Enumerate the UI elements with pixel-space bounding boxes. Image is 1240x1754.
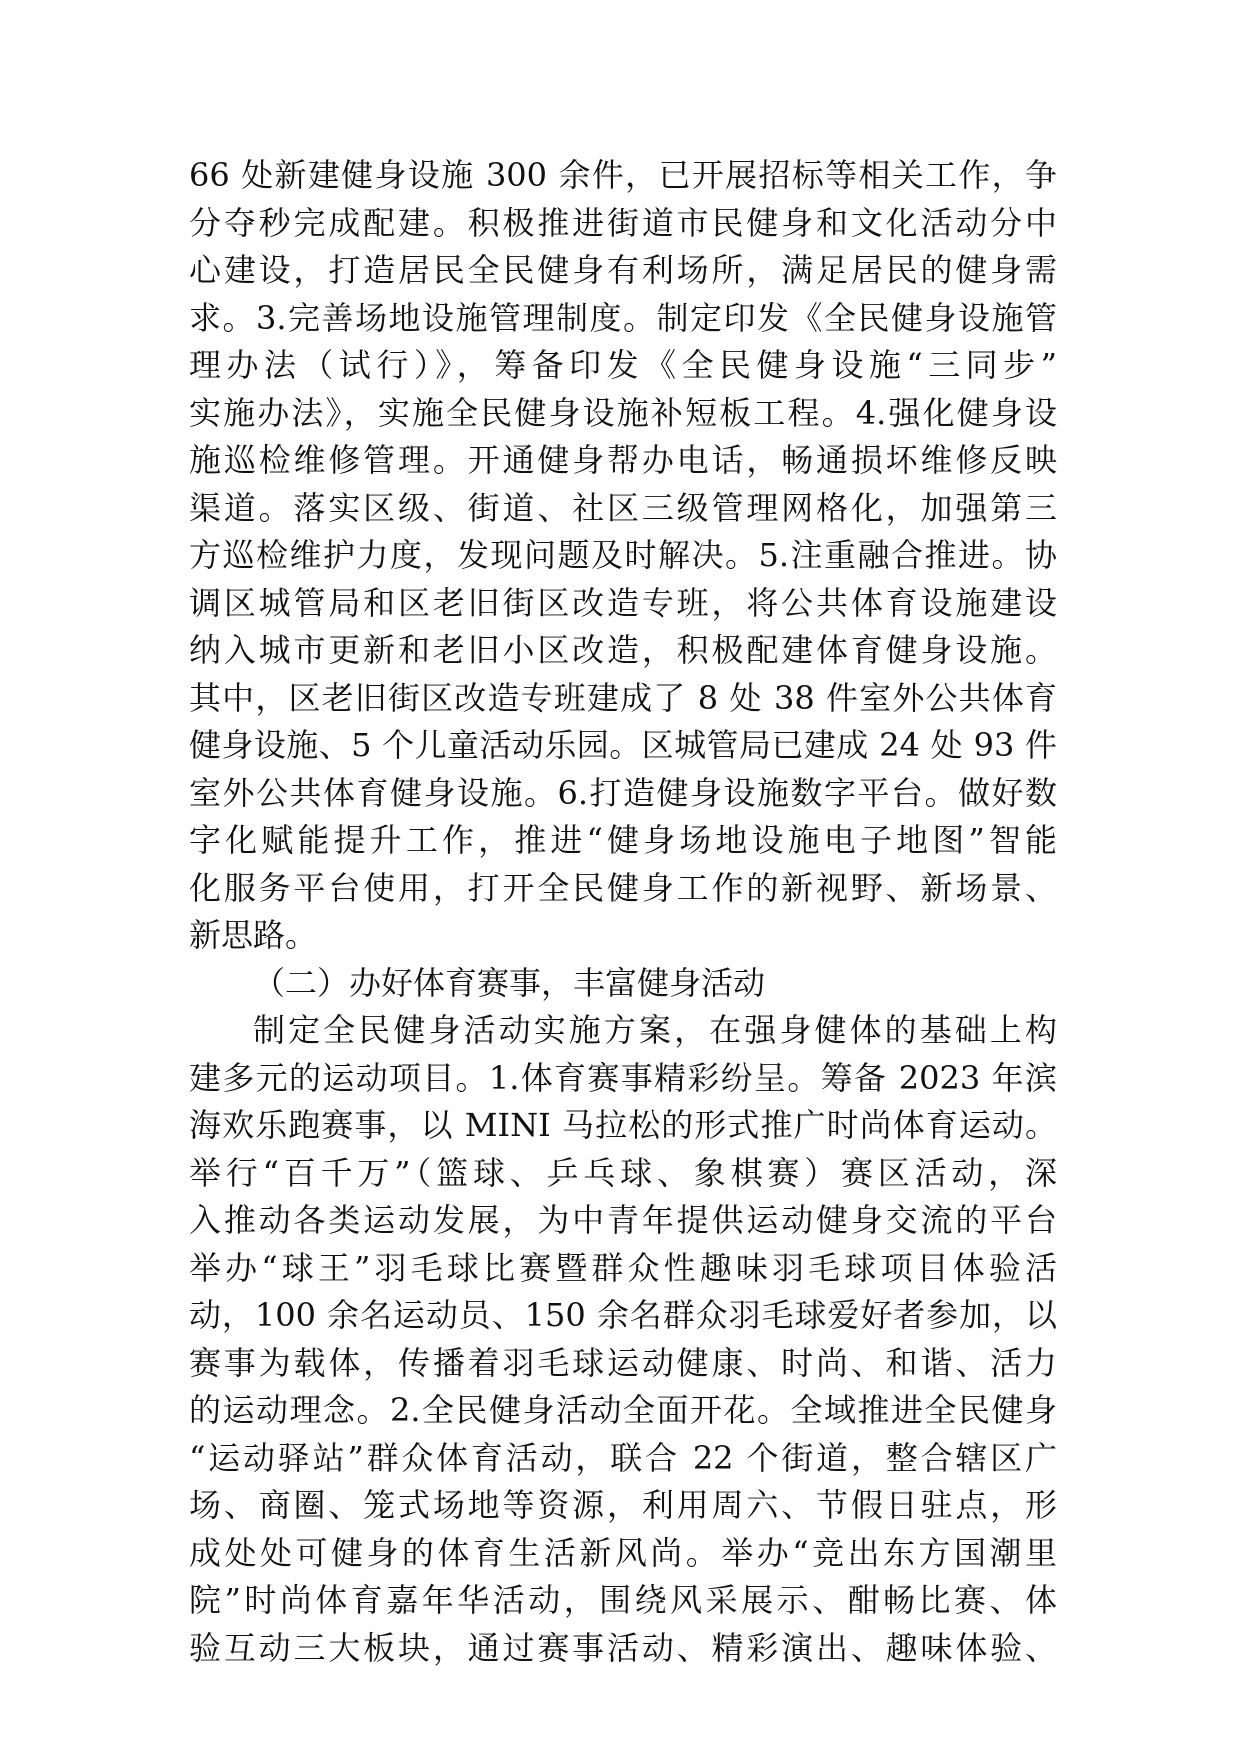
body-text-line: 化服务平台使用，打开全民健身工作的新视野、新场景、 — [189, 868, 1057, 907]
body-text-line: 新思路。 — [189, 916, 318, 954]
body-text-line: 入推动各类运动发展，为中青年提供运动健身交流的平台 — [189, 1201, 1057, 1239]
body-text-line: 其中，区老旧街区改造专班建成了 8 处 38 件室外公共体育 — [189, 678, 1057, 717]
body-text-line: 渠道。落实区级、街道、社区三级管理网格化，加强第三 — [189, 488, 1057, 527]
body-text-line: 理办法（试行）》，筹备印发《全民健身设施“三同步” — [189, 346, 1057, 384]
body-text-line: 实施办法》，实施全民健身设施补短板工程。4.强化健身设 — [189, 393, 1057, 432]
body-text-line: 室外公共体育健身设施。6.打造健身设施数字平台。做好数 — [189, 773, 1057, 812]
body-text-line: 心建设，打造居民全民健身有利场所，满足居民的健身需 — [189, 251, 1057, 289]
body-text-line: 验互动三大板块，通过赛事活动、精彩演出、趣味体验、 — [189, 1628, 1057, 1667]
body-text-line: 分夺秒完成配建。积极推进街道市民健身和文化活动分中 — [189, 203, 1057, 242]
body-text-line: 66 处新建健身设施 300 余件，已开展招标等相关工作，争 — [189, 156, 1057, 194]
body-text-line: 纳入城市更新和老旧小区改造，积极配建体育健身设施。 — [189, 631, 1057, 669]
body-text-line: 建多元的运动项目。1.体育赛事精彩纷呈。筹备 2023 年滨 — [189, 1058, 1057, 1097]
body-text-line: 的运动理念。2.全民健身活动全面开花。全域推进全民健身 — [189, 1391, 1057, 1429]
body-text-line: 制定全民健身活动实施方案，在强身健体的基础上构 — [253, 1011, 1057, 1049]
body-text-line: 求。3.完善场地设施管理制度。制定印发《全民健身设施管 — [189, 298, 1057, 337]
body-text-line: 举行“百千万”（篮球、乒乓球、象棋赛）赛区活动，深 — [189, 1153, 1057, 1192]
body-text-line: 场、商圈、笼式场地等资源，利用周六、节假日驻点，形 — [189, 1486, 1057, 1524]
body-text-line: 海欢乐跑赛事，以 MINI 马拉松的形式推广时尚体育运动。 — [189, 1106, 1057, 1144]
body-text-line: 动，100 余名运动员、150 余名群众羽毛球爱好者参加，以 — [189, 1296, 1057, 1334]
body-text-line: “运动驿站”群众体育活动，联合 22 个街道，整合辖区广 — [189, 1438, 1057, 1477]
body-text-line: 健身设施、5 个儿童活动乐园。区城管局已建成 24 处 93 件 — [189, 726, 1057, 764]
section-heading: （二）办好体育赛事，丰富健身活动 — [253, 963, 766, 1002]
body-text-line: 赛事为载体，传播着羽毛球运动健康、时尚、和谐、活力 — [189, 1343, 1057, 1382]
body-text-line: 施巡检维修管理。开通健身帮办电话，畅通损坏维修反映 — [189, 441, 1057, 479]
body-text-line: 成处处可健身的体育生活新风尚。举办“竞出东方国潮里 — [189, 1533, 1057, 1572]
body-text-line: 调区城管局和区老旧街区改造专班，将公共体育设施建设 — [189, 583, 1057, 622]
body-text-line: 院”时尚体育嘉年华活动，围绕风采展示、酣畅比赛、体 — [189, 1581, 1057, 1619]
body-text-line: 字化赋能提升工作，推进“健身场地设施电子地图”智能 — [189, 821, 1057, 859]
body-text-line: 方巡检维护力度，发现问题及时解决。5.注重融合推进。协 — [189, 536, 1057, 574]
document-page — [189, 152, 1057, 1672]
body-text-line: 举办“球王”羽毛球比赛暨群众性趣味羽毛球项目体验活 — [189, 1248, 1057, 1287]
